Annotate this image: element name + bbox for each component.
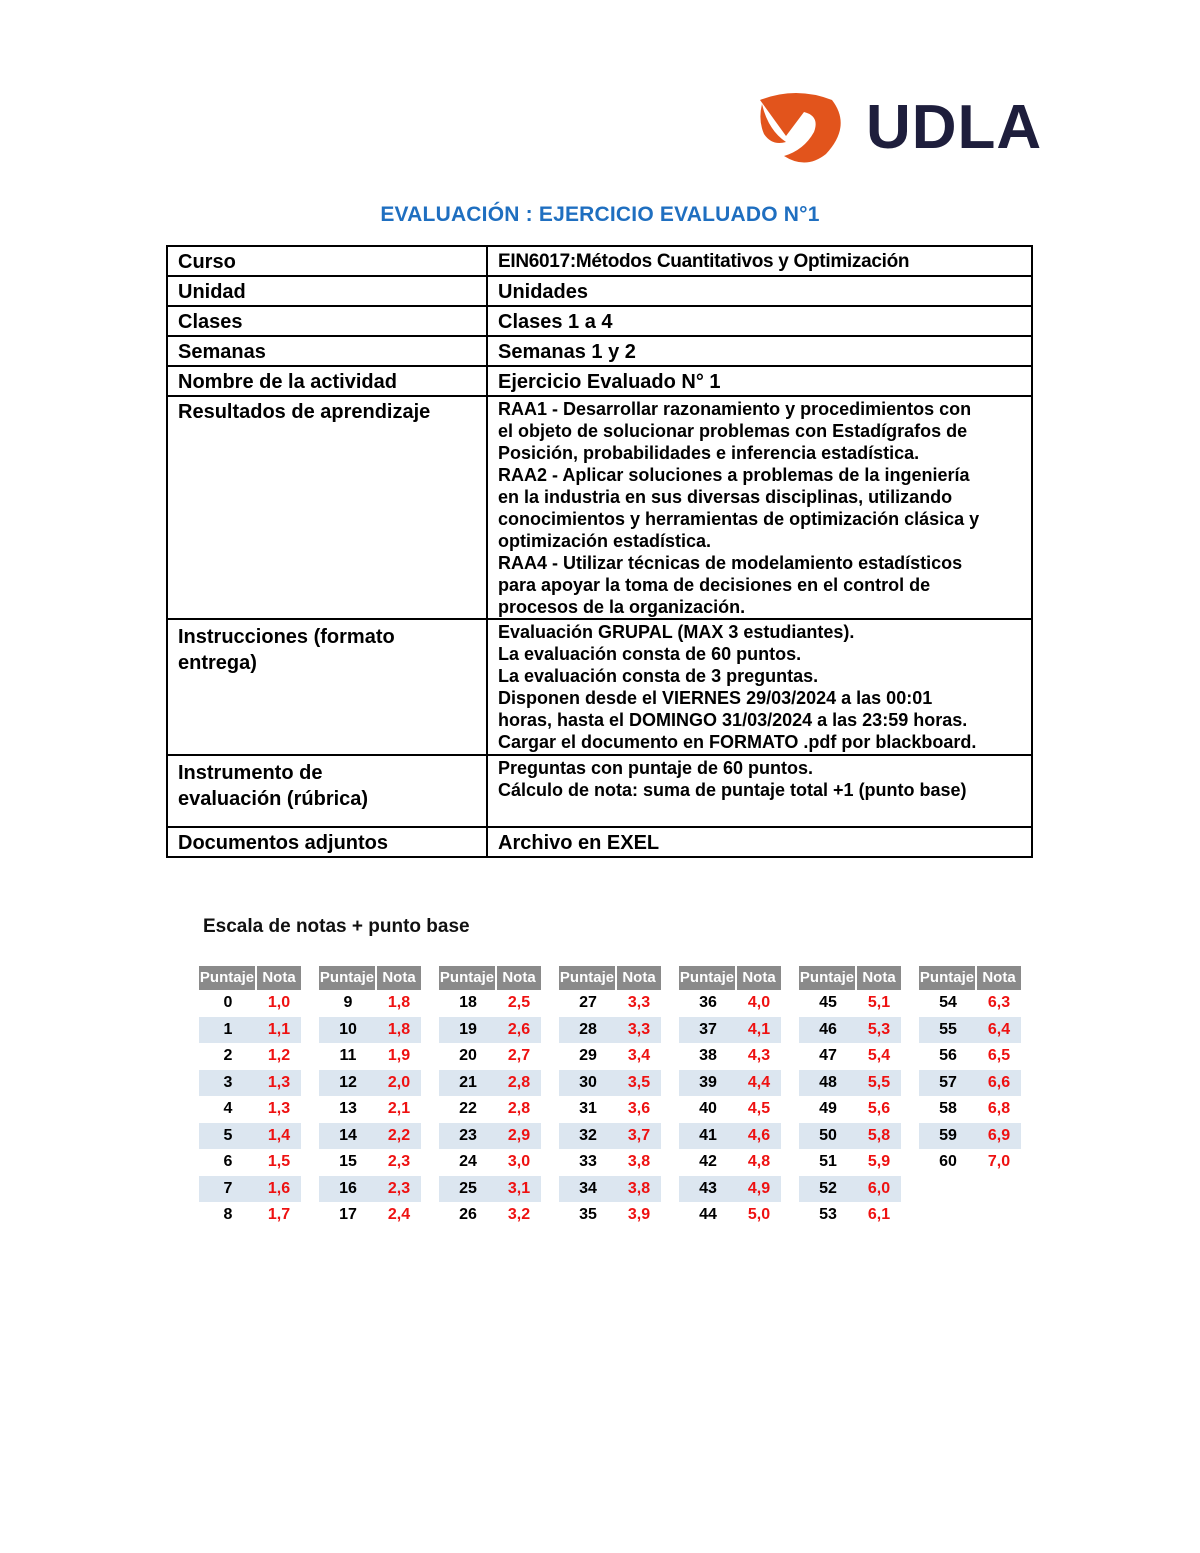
grade-row	[319, 990, 421, 1017]
unidad-label: Unidad	[167, 276, 487, 306]
resultados-value	[487, 396, 1032, 619]
grade-row	[799, 1123, 901, 1150]
grade-row	[679, 1123, 781, 1150]
grade-row	[799, 1149, 901, 1176]
nota-value: 5,4	[867, 1047, 891, 1065]
puntaje-value: 52	[819, 1179, 837, 1197]
instrumento-label	[167, 755, 487, 827]
grade-row	[439, 1202, 541, 1229]
grade-row	[679, 1017, 781, 1044]
puntaje-value: 3	[223, 1073, 233, 1091]
puntaje-value: 25	[459, 1179, 477, 1197]
puntaje-value: 6	[223, 1153, 233, 1171]
grade-column	[199, 966, 301, 1229]
nota-value: 5,5	[867, 1073, 891, 1091]
nota-value: 5,6	[867, 1100, 891, 1118]
puntaje-header: Puntaje	[319, 966, 377, 990]
grade-column-header	[559, 966, 661, 990]
nota-value: 4,5	[747, 1100, 771, 1118]
nombre-actividad-label: Nombre de la actividad	[167, 366, 487, 396]
puntaje-value: 16	[339, 1179, 357, 1197]
grade-row	[919, 1096, 1021, 1123]
instrucciones-line: La evaluación consta de 60 puntos.	[498, 644, 802, 664]
puntaje-value: 27	[579, 994, 597, 1012]
puntaje-value: 20	[459, 1047, 477, 1065]
grade-column	[439, 966, 541, 1229]
grade-row	[799, 1202, 901, 1229]
grade-row	[559, 1070, 661, 1097]
grade-row	[199, 1202, 301, 1229]
nota-header: Nota	[617, 966, 661, 990]
row-unidad	[167, 276, 1032, 306]
row-clases	[167, 306, 1032, 336]
grade-row	[679, 1149, 781, 1176]
grade-row	[319, 1096, 421, 1123]
grade-row	[799, 1017, 901, 1044]
nota-value: 4,8	[747, 1153, 771, 1171]
puntaje-value: 12	[339, 1073, 357, 1091]
nota-value: 2,4	[387, 1206, 411, 1224]
puntaje-value: 9	[343, 994, 353, 1012]
grade-row	[439, 990, 541, 1017]
grade-row	[559, 1176, 661, 1203]
puntaje-value: 1	[223, 1020, 233, 1038]
puntaje-value: 33	[579, 1153, 597, 1171]
grade-row	[559, 1202, 661, 1229]
puntaje-value: 39	[699, 1073, 717, 1091]
grade-row	[439, 1017, 541, 1044]
grade-column	[319, 966, 421, 1229]
puntaje-value: 28	[579, 1020, 597, 1038]
nota-value: 4,4	[747, 1073, 771, 1091]
nota-value: 3,4	[627, 1047, 651, 1065]
nota-value: 2,2	[387, 1126, 411, 1144]
grade-row	[919, 1043, 1021, 1070]
instrumento-label-line: evaluación (rúbrica)	[178, 788, 369, 810]
clases-value: Clases 1 a 4	[487, 306, 1032, 336]
puntaje-header: Puntaje	[799, 966, 857, 990]
row-curso	[167, 246, 1032, 276]
semanas-value: Semanas 1 y 2	[487, 336, 1032, 366]
resultados-line: el objeto de solucionar problemas con Estadígrafos de	[498, 421, 968, 441]
grade-row	[799, 1096, 901, 1123]
puntaje-value: 51	[819, 1153, 837, 1171]
puntaje-value: 48	[819, 1073, 837, 1091]
grade-row	[439, 1176, 541, 1203]
nota-header: Nota	[977, 966, 1021, 990]
row-instrucciones	[167, 619, 1032, 755]
nombre-actividad-value: Ejercicio Evaluado N° 1	[487, 366, 1032, 396]
puntaje-value: 38	[699, 1047, 717, 1065]
resultados-line: procesos de la organización.	[498, 597, 746, 617]
nota-value: 3,7	[627, 1126, 651, 1144]
row-nombre-actividad	[167, 366, 1032, 396]
puntaje-value: 50	[819, 1126, 837, 1144]
nota-value: 3,2	[507, 1206, 531, 1224]
puntaje-value: 36	[699, 994, 717, 1012]
udla-logo-text: UDLA	[866, 93, 1043, 162]
puntaje-value: 41	[699, 1126, 717, 1144]
nota-header: Nota	[257, 966, 301, 990]
puntaje-value: 31	[579, 1100, 597, 1118]
instrucciones-label-line: Instrucciones (formato	[178, 626, 395, 648]
resultados-line: Posición, probabilidades e inferencia estadística.	[498, 443, 920, 463]
nota-value: 1,3	[267, 1073, 291, 1091]
resultados-line: optimización estadística.	[498, 531, 712, 551]
nota-value: 1,9	[387, 1047, 411, 1065]
puntaje-value: 49	[819, 1100, 837, 1118]
row-semanas	[167, 336, 1032, 366]
grade-row	[439, 1043, 541, 1070]
puntaje-value: 29	[579, 1047, 597, 1065]
puntaje-value: 11	[339, 1047, 357, 1065]
puntaje-value: 13	[339, 1100, 357, 1118]
grade-row	[199, 1043, 301, 1070]
grade-row	[199, 1149, 301, 1176]
nota-value: 2,1	[387, 1100, 411, 1118]
puntaje-value: 46	[819, 1020, 837, 1038]
instrumento-line: Preguntas con puntaje de 60 puntos.	[498, 758, 814, 778]
clases-label: Clases	[167, 306, 487, 336]
puntaje-value: 53	[819, 1206, 837, 1224]
puntaje-value: 10	[339, 1020, 357, 1038]
nota-value: 5,3	[867, 1020, 891, 1038]
instrumento-value	[487, 755, 1032, 827]
nota-value: 1,0	[267, 994, 291, 1012]
grade-row	[319, 1070, 421, 1097]
puntaje-value: 15	[339, 1153, 357, 1171]
grade-row	[439, 1070, 541, 1097]
grade-row	[679, 1176, 781, 1203]
grade-row	[679, 1043, 781, 1070]
nota-header: Nota	[857, 966, 901, 990]
instrumento-label-line: Instrumento de	[178, 762, 323, 784]
puntaje-value: 55	[939, 1020, 957, 1038]
puntaje-value: 21	[459, 1073, 477, 1091]
grade-row	[319, 1043, 421, 1070]
grade-column-header	[799, 966, 901, 990]
puntaje-value: 5	[223, 1126, 233, 1144]
puntaje-header: Puntaje	[679, 966, 737, 990]
nota-value: 1,2	[267, 1047, 291, 1065]
nota-value: 4,9	[747, 1179, 771, 1197]
unidad-value: Unidades	[487, 276, 1032, 306]
row-documentos	[167, 827, 1032, 857]
nota-value: 3,3	[627, 1020, 651, 1038]
nota-value: 4,6	[747, 1126, 771, 1144]
puntaje-value: 23	[459, 1126, 477, 1144]
nota-value: 3,3	[627, 994, 651, 1012]
nota-value: 6,5	[987, 1047, 1011, 1065]
nota-value: 4,3	[747, 1047, 771, 1065]
grade-column	[919, 966, 1021, 1176]
grade-row	[199, 1017, 301, 1044]
grade-row	[679, 1202, 781, 1229]
grade-row	[799, 1176, 901, 1203]
nota-value: 6,9	[987, 1126, 1011, 1144]
instrucciones-line: La evaluación consta de 3 preguntas.	[498, 666, 819, 686]
page-title: EVALUACIÓN : EJERCICIO EVALUADO N°1	[380, 203, 820, 226]
grade-column	[799, 966, 901, 1229]
grade-column-header	[439, 966, 541, 990]
resultados-line: RAA1 - Desarrollar razonamiento y procedimientos con	[498, 399, 972, 419]
grade-column	[679, 966, 781, 1229]
grade-row	[799, 990, 901, 1017]
puntaje-value: 14	[339, 1126, 357, 1144]
puntaje-header: Puntaje	[439, 966, 497, 990]
puntaje-value: 42	[699, 1153, 717, 1171]
puntaje-value: 44	[699, 1206, 717, 1224]
instrucciones-label-line: entrega)	[178, 652, 257, 674]
grade-row	[319, 1202, 421, 1229]
instrucciones-line: Cargar el documento en FORMATO .pdf por blackboard.	[498, 732, 977, 752]
puntaje-value: 34	[579, 1179, 597, 1197]
nota-value: 4,1	[747, 1020, 771, 1038]
puntaje-header: Puntaje	[919, 966, 977, 990]
documentos-value: Archivo en EXEL	[487, 827, 1032, 857]
nota-value: 3,1	[507, 1179, 531, 1197]
puntaje-value: 45	[819, 994, 837, 1012]
grade-row	[799, 1043, 901, 1070]
grade-row	[679, 1096, 781, 1123]
puntaje-value: 56	[939, 1047, 957, 1065]
grade-column-header	[679, 966, 781, 990]
puntaje-value: 26	[459, 1206, 477, 1224]
nota-value: 1,8	[387, 1020, 411, 1038]
puntaje-value: 7	[223, 1179, 233, 1197]
nota-value: 6,4	[987, 1020, 1011, 1038]
nota-value: 1,6	[267, 1179, 291, 1197]
nota-value: 5,1	[867, 994, 891, 1012]
puntaje-value: 35	[579, 1206, 597, 1224]
nota-value: 2,7	[507, 1047, 531, 1065]
nota-value: 6,6	[987, 1073, 1011, 1091]
puntaje-value: 54	[939, 994, 957, 1012]
puntaje-value: 30	[579, 1073, 597, 1091]
nota-value: 2,8	[507, 1100, 531, 1118]
nota-header: Nota	[497, 966, 541, 990]
puntaje-value: 17	[339, 1206, 357, 1224]
grade-row	[919, 1070, 1021, 1097]
activity-info-table	[166, 245, 1033, 858]
nota-value: 1,3	[267, 1100, 291, 1118]
nota-value: 3,6	[627, 1100, 651, 1118]
nota-value: 3,8	[627, 1179, 651, 1197]
instrucciones-line: Evaluación GRUPAL (MAX 3 estudiantes).	[498, 622, 855, 642]
grade-row	[559, 1017, 661, 1044]
nota-value: 3,5	[627, 1073, 651, 1091]
puntaje-header: Puntaje	[199, 966, 257, 990]
puntaje-value: 37	[699, 1020, 717, 1038]
nota-value: 3,9	[627, 1206, 651, 1224]
resultados-line: RAA4 - Utilizar técnicas de modelamiento estadísticos	[498, 553, 963, 573]
puntaje-value: 40	[699, 1100, 717, 1118]
nota-value: 2,3	[387, 1179, 411, 1197]
grade-row	[559, 990, 661, 1017]
puntaje-value: 2	[223, 1047, 233, 1065]
grade-row	[199, 1123, 301, 1150]
instrucciones-line: horas, hasta el DOMINGO 31/03/2024 a las 23:59 horas.	[498, 710, 968, 730]
nota-value: 2,5	[507, 994, 531, 1012]
nota-value: 2,9	[507, 1126, 531, 1144]
nota-value: 1,5	[267, 1153, 291, 1171]
instrucciones-line: Disponen desde el VIERNES 29/03/2024 a las 00:01	[498, 688, 933, 708]
puntaje-value: 8	[223, 1206, 233, 1224]
nota-value: 7,0	[987, 1153, 1011, 1171]
grade-row	[199, 1070, 301, 1097]
puntaje-value: 24	[459, 1153, 477, 1171]
puntaje-value: 57	[939, 1073, 957, 1091]
nota-value: 2,0	[387, 1073, 411, 1091]
nota-value: 2,8	[507, 1073, 531, 1091]
grade-column-header	[199, 966, 301, 990]
nota-value: 1,8	[387, 994, 411, 1012]
instrumento-line: Cálculo de nota: suma de puntaje total +1 (punto base)	[498, 780, 967, 800]
nota-value: 3,8	[627, 1153, 651, 1171]
nota-header: Nota	[377, 966, 421, 990]
puntaje-value: 18	[459, 994, 477, 1012]
curso-label: Curso	[167, 246, 487, 276]
nota-value: 6,8	[987, 1100, 1011, 1118]
grade-row	[319, 1123, 421, 1150]
grade-row	[559, 1123, 661, 1150]
puntaje-value: 19	[459, 1020, 477, 1038]
nota-value: 5,0	[747, 1206, 771, 1224]
nota-header: Nota	[737, 966, 781, 990]
nota-value: 6,1	[867, 1206, 891, 1224]
nota-value: 1,4	[267, 1126, 291, 1144]
puntaje-value: 4	[223, 1100, 233, 1118]
row-resultados	[167, 396, 1032, 619]
instrucciones-value	[487, 619, 1032, 755]
grade-column	[559, 966, 661, 1229]
puntaje-value: 22	[459, 1100, 477, 1118]
puntaje-value: 58	[939, 1100, 957, 1118]
grade-row	[919, 990, 1021, 1017]
nota-value: 3,0	[507, 1153, 531, 1171]
puntaje-value: 43	[699, 1179, 717, 1197]
grade-row	[559, 1043, 661, 1070]
instrucciones-label	[167, 619, 487, 755]
grade-row	[319, 1017, 421, 1044]
nota-value: 6,3	[987, 994, 1011, 1012]
grade-scale-title: Escala de notas + punto base	[203, 916, 470, 937]
grade-row	[919, 1017, 1021, 1044]
curso-value: EIN6017:Métodos Cuantitativos y Optimización	[487, 246, 1032, 276]
resultados-line: en la industria en sus diversas disciplinas, utilizando	[498, 487, 953, 507]
puntaje-value: 32	[579, 1126, 597, 1144]
documentos-label: Documentos adjuntos	[167, 827, 487, 857]
resultados-line: para apoyar la toma de decisiones en el control de	[498, 575, 931, 595]
resultados-line: RAA2 - Aplicar soluciones a problemas de la ingeniería	[498, 465, 970, 485]
grade-row	[199, 1096, 301, 1123]
row-instrumento	[167, 755, 1032, 827]
grade-row	[679, 1070, 781, 1097]
grade-row	[559, 1096, 661, 1123]
semanas-label: Semanas	[167, 336, 487, 366]
grade-row	[319, 1176, 421, 1203]
puntaje-header: Puntaje	[559, 966, 617, 990]
puntaje-value: 59	[939, 1126, 957, 1144]
grade-row	[679, 990, 781, 1017]
grade-column-header	[919, 966, 1021, 990]
grade-row	[559, 1149, 661, 1176]
puntaje-value: 47	[819, 1047, 837, 1065]
grade-column-header	[319, 966, 421, 990]
nota-value: 5,9	[867, 1153, 891, 1171]
grade-row	[919, 1123, 1021, 1150]
nota-value: 2,6	[507, 1020, 531, 1038]
grade-row	[919, 1149, 1021, 1176]
resultados-label: Resultados de aprendizaje	[167, 396, 487, 619]
puntaje-value: 60	[939, 1153, 957, 1171]
grade-row	[799, 1070, 901, 1097]
grade-row	[199, 990, 301, 1017]
grade-row	[199, 1176, 301, 1203]
resultados-line: conocimientos y herramientas de optimización clásica y	[498, 509, 980, 529]
grade-row	[319, 1149, 421, 1176]
nota-value: 2,3	[387, 1153, 411, 1171]
puntaje-value: 0	[223, 994, 233, 1012]
nota-value: 1,1	[267, 1020, 291, 1038]
grade-row	[439, 1149, 541, 1176]
grade-row	[439, 1096, 541, 1123]
nota-value: 5,8	[867, 1126, 891, 1144]
nota-value: 1,7	[267, 1206, 291, 1224]
grade-row	[439, 1123, 541, 1150]
nota-value: 6,0	[867, 1179, 891, 1197]
nota-value: 4,0	[747, 994, 771, 1012]
